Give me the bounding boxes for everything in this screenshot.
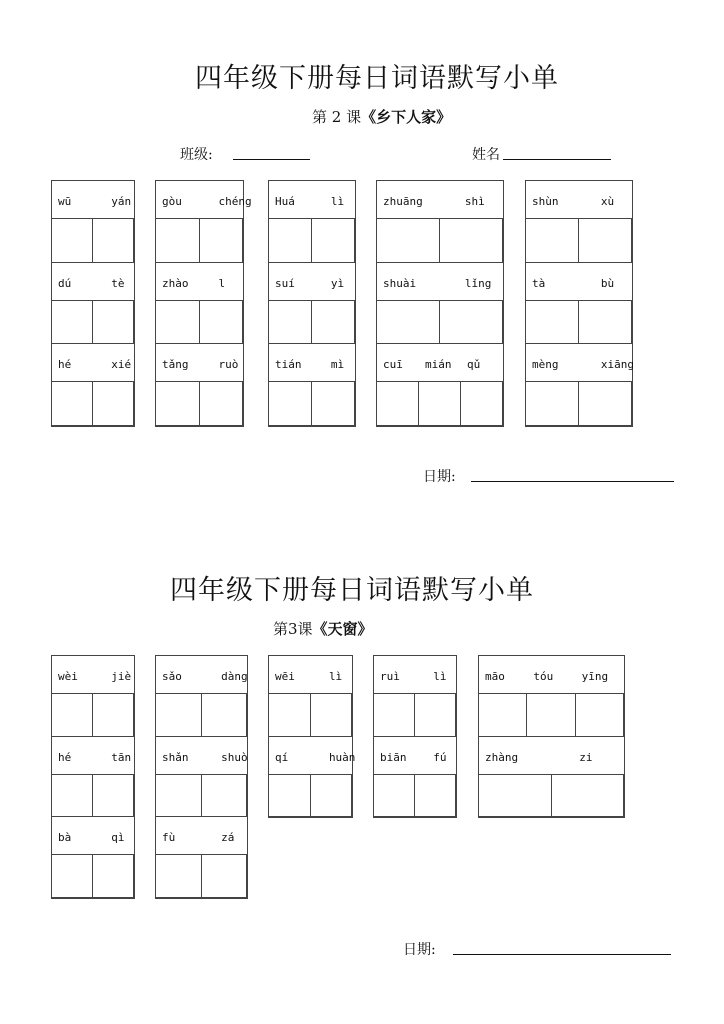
writing-box[interactable] (376, 218, 440, 263)
sheet1-lesson (312, 106, 451, 127)
sheet2-lesson-prefix: 第3课 (273, 620, 313, 638)
writing-box[interactable] (155, 381, 200, 426)
pinyin-label: ruò (218, 358, 239, 371)
pinyin-label: hé (58, 750, 72, 764)
writing-box[interactable] (155, 693, 202, 737)
pinyin-label: qǔ (467, 358, 481, 371)
pinyin-label: yì (330, 276, 345, 290)
writing-box[interactable] (92, 381, 134, 426)
writing-box[interactable] (92, 854, 134, 898)
writing-box[interactable] (311, 381, 355, 426)
pinyin-label: mián (425, 358, 452, 371)
word-group (51, 655, 135, 899)
pinyin-label: lǐng (464, 276, 492, 290)
pinyin-label: shǎn (162, 750, 189, 764)
sheet1-lesson-prefix: 第 2 课 (312, 108, 362, 126)
sheet2-title: 四年级下册每日词语默写小单 (170, 575, 534, 606)
pinyin-label: fù (162, 831, 176, 844)
writing-box[interactable] (92, 693, 134, 737)
writing-box[interactable] (525, 381, 579, 426)
writing-box[interactable] (460, 381, 503, 426)
writing-box[interactable] (478, 774, 552, 818)
pinyin-label: māo (485, 670, 505, 683)
pinyin-label: zá (221, 831, 235, 844)
pinyin-label: shì (464, 195, 485, 208)
pinyin-label: lì (330, 195, 345, 208)
sheet2-date-label: 日期: (403, 942, 436, 958)
pinyin-label: dàng (221, 670, 248, 683)
pinyin-label: sǎo (162, 670, 182, 683)
writing-box[interactable] (418, 381, 461, 426)
writing-box[interactable] (578, 300, 632, 345)
pinyin-label: wū (58, 195, 72, 208)
pinyin-label: chéng (218, 195, 252, 208)
writing-box[interactable] (268, 218, 312, 263)
word-group (268, 180, 356, 427)
pinyin-label: huàn (328, 750, 356, 764)
pinyin-label: cuī (383, 358, 403, 371)
writing-box[interactable] (51, 774, 93, 818)
sheet1-title: 四年级下册每日词语默写小单 (195, 63, 559, 94)
word-group (373, 655, 457, 818)
word-group (268, 655, 356, 818)
pinyin-label: mèng (532, 358, 559, 371)
writing-box[interactable] (310, 693, 353, 737)
writing-box[interactable] (155, 218, 200, 263)
pinyin-label: ruì (380, 670, 400, 683)
pinyin-label: l (218, 276, 226, 290)
writing-box[interactable] (201, 774, 248, 818)
writing-box[interactable] (578, 381, 632, 426)
writing-box[interactable] (414, 693, 456, 737)
word-group (155, 180, 252, 427)
writing-box[interactable] (51, 854, 93, 898)
writing-box[interactable] (92, 774, 134, 818)
pinyin-label: zhào (162, 276, 189, 290)
pinyin-label: xiāng (600, 358, 635, 371)
pinyin-label: lì (433, 670, 447, 683)
pinyin-label: shuò (221, 750, 248, 764)
word-group (51, 180, 135, 427)
pinyin-label: wèi (58, 670, 78, 683)
writing-box[interactable] (51, 300, 93, 345)
writing-box[interactable] (51, 218, 93, 263)
writing-box[interactable] (526, 693, 575, 737)
word-group (376, 180, 504, 427)
writing-box[interactable] (439, 300, 503, 345)
pinyin-label: qí (275, 750, 289, 764)
writing-box[interactable] (373, 774, 415, 818)
pinyin-label: dú (58, 276, 72, 290)
writing-box[interactable] (310, 774, 353, 818)
writing-box[interactable] (201, 693, 248, 737)
writing-box[interactable] (414, 774, 456, 818)
writing-box[interactable] (525, 218, 579, 263)
writing-box[interactable] (439, 218, 503, 263)
writing-box[interactable] (268, 381, 312, 426)
word-group (525, 180, 633, 427)
writing-box[interactable] (199, 381, 244, 426)
writing-box[interactable] (268, 300, 312, 345)
pinyin-label: zhàng (485, 750, 519, 764)
sheet1-date-label: 日期: (423, 469, 456, 485)
pinyin-label: fú (433, 750, 447, 764)
pinyin-label: zi (579, 750, 593, 764)
word-group (478, 655, 625, 818)
writing-box[interactable] (311, 218, 355, 263)
pinyin-label: xù (600, 195, 615, 208)
sheet2-lesson (273, 618, 373, 639)
writing-box[interactable] (51, 381, 93, 426)
pinyin-label: Huá (275, 195, 295, 208)
writing-box[interactable] (201, 854, 248, 898)
writing-box[interactable] (376, 381, 419, 426)
pinyin-label: qì (111, 831, 125, 844)
pinyin-label: tè (111, 276, 125, 290)
pinyin-label: bà (58, 831, 72, 844)
pinyin-label: shùn (532, 195, 559, 208)
sheet2-lesson-name: 《天窗》 (312, 620, 373, 638)
writing-box[interactable] (92, 300, 134, 345)
pinyin-label: shuài (383, 276, 417, 290)
writing-box[interactable] (311, 300, 355, 345)
sheet1-lesson-name: 《乡下人家》 (361, 108, 452, 126)
writing-box[interactable] (575, 693, 624, 737)
pinyin-label: tǎng (162, 358, 189, 371)
pinyin-label: wēi (275, 670, 295, 683)
pinyin-label: hé (58, 358, 72, 371)
pinyin-label: bù (600, 276, 615, 290)
writing-box[interactable] (155, 300, 200, 345)
pinyin-label: biān (380, 750, 407, 764)
name-label: 姓名 (472, 147, 500, 163)
pinyin-label: lì (328, 670, 343, 683)
class-blank[interactable] (233, 145, 310, 160)
writing-box[interactable] (199, 218, 244, 263)
writing-box[interactable] (478, 693, 527, 737)
pinyin-label: tóu (533, 670, 554, 683)
writing-box[interactable] (155, 854, 202, 898)
writing-box[interactable] (376, 300, 440, 345)
writing-box[interactable] (525, 300, 579, 345)
pinyin-label: tà (532, 276, 546, 290)
pinyin-label: jiè (111, 670, 132, 683)
writing-box[interactable] (373, 693, 415, 737)
writing-box[interactable] (92, 218, 134, 263)
writing-box[interactable] (578, 218, 632, 263)
writing-box[interactable] (155, 774, 202, 818)
writing-box[interactable] (199, 300, 244, 345)
pinyin-label: tián (275, 358, 302, 371)
writing-box[interactable] (551, 774, 625, 818)
writing-box[interactable] (268, 774, 311, 818)
pinyin-label: tān (111, 750, 132, 764)
name-blank[interactable] (503, 145, 611, 160)
pinyin-label: zhuāng (383, 195, 423, 208)
pinyin-label: gòu (162, 195, 182, 208)
pinyin-label: yīng (581, 670, 609, 683)
writing-box[interactable] (268, 693, 311, 737)
pinyin-label: xié (111, 358, 132, 371)
pinyin-label: yán (111, 195, 132, 208)
sheet2-date-blank[interactable] (453, 940, 671, 955)
class-label: 班级: (180, 147, 213, 163)
writing-box[interactable] (51, 693, 93, 737)
pinyin-label: mì (330, 358, 345, 371)
sheet1-date-blank[interactable] (471, 467, 674, 482)
pinyin-label: suí (275, 276, 295, 290)
word-group (155, 655, 248, 899)
